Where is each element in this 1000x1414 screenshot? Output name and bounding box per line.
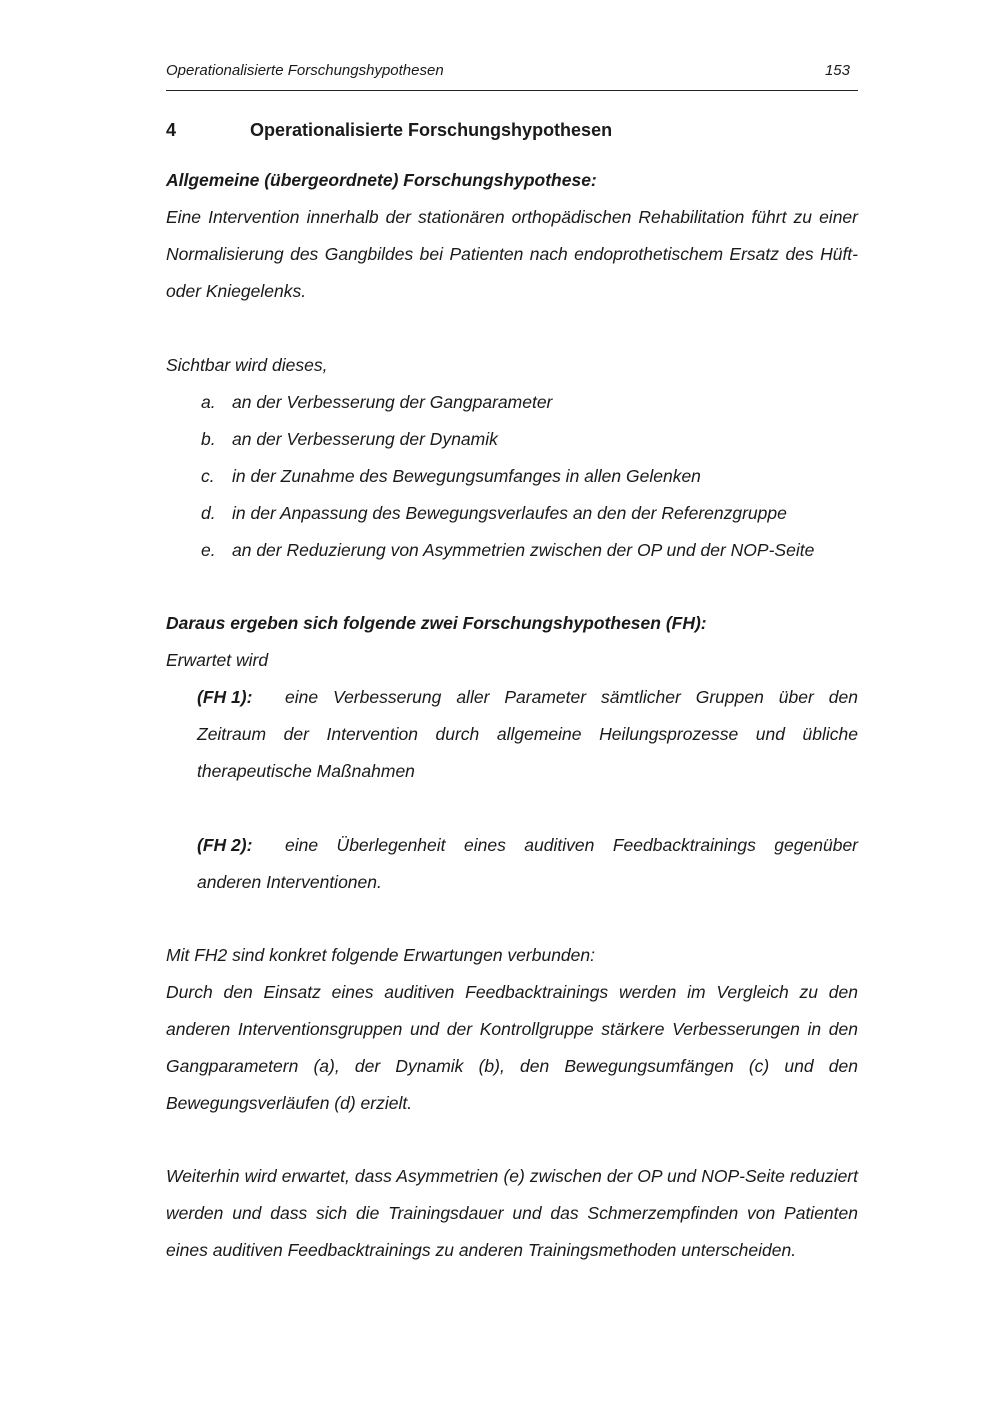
- list-item: [166, 532, 858, 569]
- list-item-letter: d.: [201, 503, 216, 523]
- list-item-text: an der Verbesserung der Gangparameter: [232, 392, 553, 412]
- visibility-list: [166, 384, 858, 569]
- general-hypothesis-text: Eine Intervention innerhalb der stationären orthopädischen Rehabilitation führt zu einer Normalisierung des Gangbildes bei Patienten nach endoprothetischem Ersatz des Hüft- oder Kniegelenks.: [166, 207, 858, 301]
- list-item-letter: a.: [201, 392, 216, 412]
- list-item-text: in der Zunahme des Bewegungsumfanges in allen Gelenken: [232, 466, 701, 486]
- list-item-letter: c.: [201, 466, 215, 486]
- visibility-intro: Sichtbar wird dieses,: [166, 355, 328, 375]
- list-item: [166, 458, 858, 495]
- research-hypotheses-heading: Daraus ergeben sich folgende zwei Forschungshypothesen (FH):: [166, 613, 707, 633]
- general-hypothesis-heading: Allgemeine (übergeordnete) Forschungshypothese:: [166, 170, 597, 190]
- chapter-title: Operationalisierte Forschungshypothesen: [250, 120, 613, 140]
- page-number: 153: [824, 62, 850, 79]
- expectations-paragraph-2: Weiterhin wird erwartet, dass Asymmetrien (e) zwischen der OP und NOP-Seite reduziert werden und dass sich die Trainingsdauer und das Schmerzempfinden von Patienten eines auditiven Feedbacktrainings zu anderen Trainingsmethoden unterscheiden.: [166, 1166, 858, 1260]
- list-item-letter: b.: [201, 429, 216, 449]
- list-item: [166, 384, 858, 421]
- fh2-item: [197, 827, 858, 901]
- expectations-paragraph-1: Durch den Einsatz eines auditiven Feedbacktrainings werden im Vergleich zu den anderen Interventionsgruppen und der Kontrollgruppe stärkere Verbesserungen in den Gangparametern (a), der Dynamik (b), den Bewegungsumfängen (c) und den Bewegungsverläufen (d) erzielt.: [166, 982, 858, 1113]
- fh2-label: (FH 2):: [197, 835, 253, 855]
- list-item-text: an der Verbesserung der Dynamik: [232, 429, 498, 449]
- list-item: [166, 495, 858, 532]
- list-item: [166, 421, 858, 458]
- fh2-text: eine Überlegenheit eines auditiven Feedbacktrainings gegenüber anderen Interventionen.: [197, 835, 858, 892]
- list-item-letter: e.: [201, 540, 216, 560]
- fh1-item: [197, 679, 858, 790]
- running-title: Operationalisierte Forschungshypothesen: [166, 62, 444, 79]
- chapter-number: 4: [166, 120, 177, 140]
- running-header: [166, 62, 858, 91]
- research-hypotheses-intro: Erwartet wird: [166, 650, 269, 670]
- list-item-text: an der Reduzierung von Asymmetrien zwischen der OP und der NOP-Seite: [232, 540, 815, 560]
- expectations-intro: Mit FH2 sind konkret folgende Erwartungen verbunden:: [166, 945, 595, 965]
- fh1-text: eine Verbesserung aller Parameter sämtlicher Gruppen über den Zeitraum der Intervention durch allgemeine Heilungsprozesse und übliche therapeutische Maßnahmen: [197, 687, 858, 781]
- list-item-text: in der Anpassung des Bewegungsverlaufes an den der Referenzgruppe: [232, 503, 787, 523]
- fh1-label: (FH 1):: [197, 687, 253, 707]
- document-page: [166, 0, 858, 1414]
